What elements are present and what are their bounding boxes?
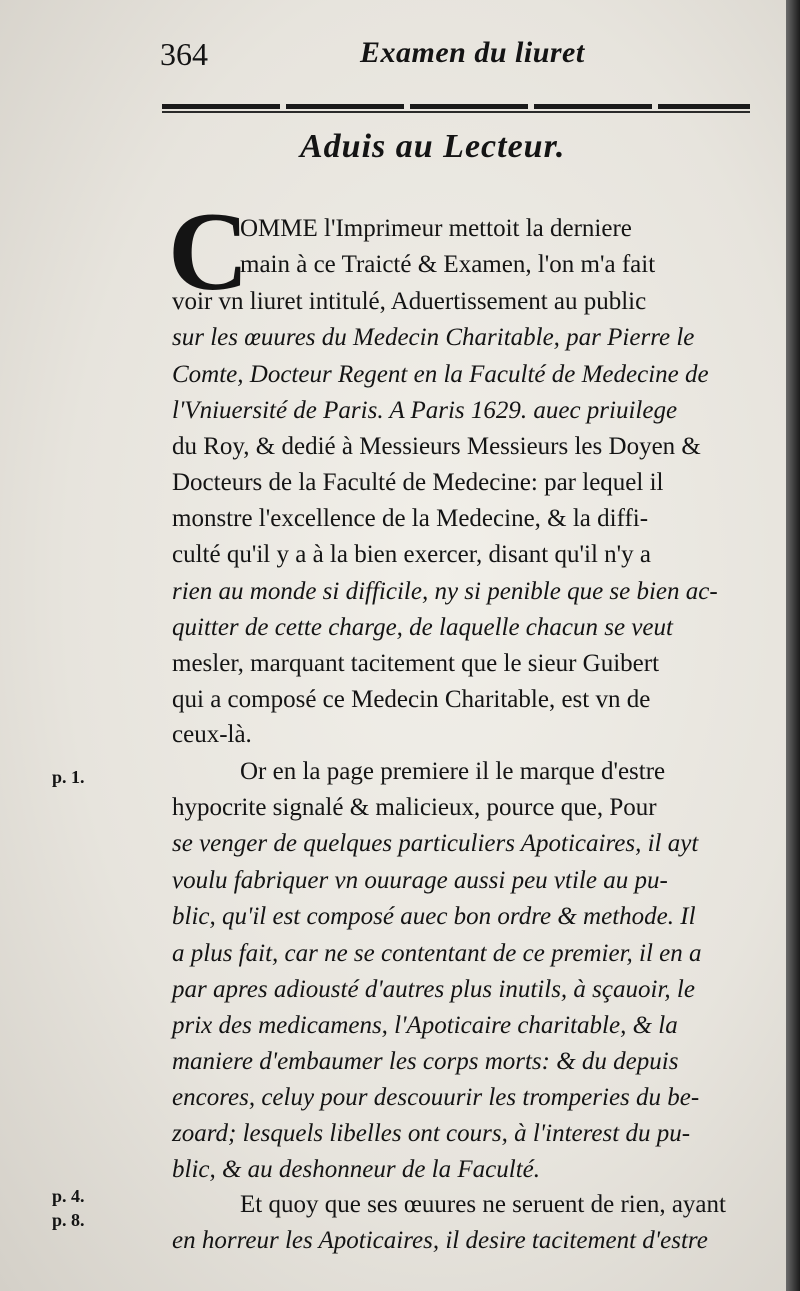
text-line: mesler, marquant tacitement que le sieur Guibert bbox=[172, 650, 660, 677]
page-gutter bbox=[786, 0, 800, 1291]
margin-note: p. 4. bbox=[52, 1186, 85, 1206]
text-line: se venger de quelques particuliers Apoticaires, il ayt bbox=[172, 830, 699, 857]
text-line: voulu fabriquer vn ouurage aussi peu vtile au pu- bbox=[172, 867, 668, 894]
text-line: prix des medicamens, l'Apoticaire charitable, & la bbox=[172, 1012, 678, 1039]
text-line: ceux-là. bbox=[172, 721, 252, 748]
text-line: du Roy, & dedié à Messieurs Messieurs les Doyen & bbox=[172, 433, 701, 460]
text-line: culté qu'il y a à la bien exercer, disant qu'il n'y a bbox=[172, 541, 652, 568]
drop-cap: C bbox=[168, 190, 249, 314]
text-line: blic, & au deshonneur de la Faculté. bbox=[172, 1156, 540, 1183]
text-line: zoard; lesquels libelles ont cours, à l'interest du pu- bbox=[172, 1120, 691, 1147]
text-line: Docteurs de la Faculté de Medecine: par lequel il bbox=[172, 469, 664, 496]
text-line: encores, celuy pour descouurir les tromperies du be- bbox=[172, 1084, 700, 1111]
margin-note: p. 1. bbox=[52, 767, 85, 787]
text-line: hypocrite signalé & malicieux, pource que, Pour bbox=[172, 794, 657, 821]
running-head bbox=[160, 26, 750, 86]
running-title: Examen du liuret bbox=[360, 36, 585, 69]
text-line: par apres adiousté d'autres plus inutils, à sçauoir, le bbox=[172, 976, 695, 1003]
text-line: voir vn liuret intitulé, Aduertissement au public bbox=[172, 288, 647, 315]
text-line: Comte, Docteur Regent en la Faculté de Medecine de bbox=[172, 361, 709, 388]
text-line: monstre l'excellence de la Medecine, & la diffi- bbox=[172, 505, 649, 532]
text-line: Or en la page premiere il le marque d'estre bbox=[240, 758, 666, 785]
text-line: quitter de cette charge, de laquelle chacun se veut bbox=[172, 614, 673, 641]
text-line: sur les œuures du Medecin Charitable, par Pierre le bbox=[172, 324, 695, 351]
text-line: OMME l'Imprimeur mettoit la derniere bbox=[240, 215, 632, 242]
header-rule-thin bbox=[162, 111, 750, 113]
header-rule bbox=[162, 104, 750, 109]
page-number: 364 bbox=[160, 36, 208, 72]
text-line: main à ce Traicté & Examen, l'on m'a fait bbox=[240, 251, 656, 278]
text-line: rien au monde si difficile, ny si penible que se bien ac- bbox=[172, 578, 718, 605]
margin-note: p. 8. bbox=[52, 1210, 85, 1230]
text-line: maniere d'embaumer les corps morts: & du depuis bbox=[172, 1048, 679, 1075]
text-line: l'Vniuersité de Paris. A Paris 1629. auec priuilege bbox=[172, 397, 678, 424]
text-line: Et quoy que ses œuures ne seruent de rien, ayant bbox=[240, 1191, 726, 1218]
text-line: blic, qu'il est composé auec bon ordre & methode. Il bbox=[172, 903, 696, 930]
text-line: en horreur les Apoticaires, il desire tacitement d'estre bbox=[172, 1227, 708, 1254]
text-line: qui a composé ce Medecin Charitable, est vn de bbox=[172, 686, 651, 713]
section-title: Aduis au Lecteur. bbox=[300, 128, 566, 165]
text-line: a plus fait, car ne se contentant de ce premier, il en a bbox=[172, 940, 702, 967]
